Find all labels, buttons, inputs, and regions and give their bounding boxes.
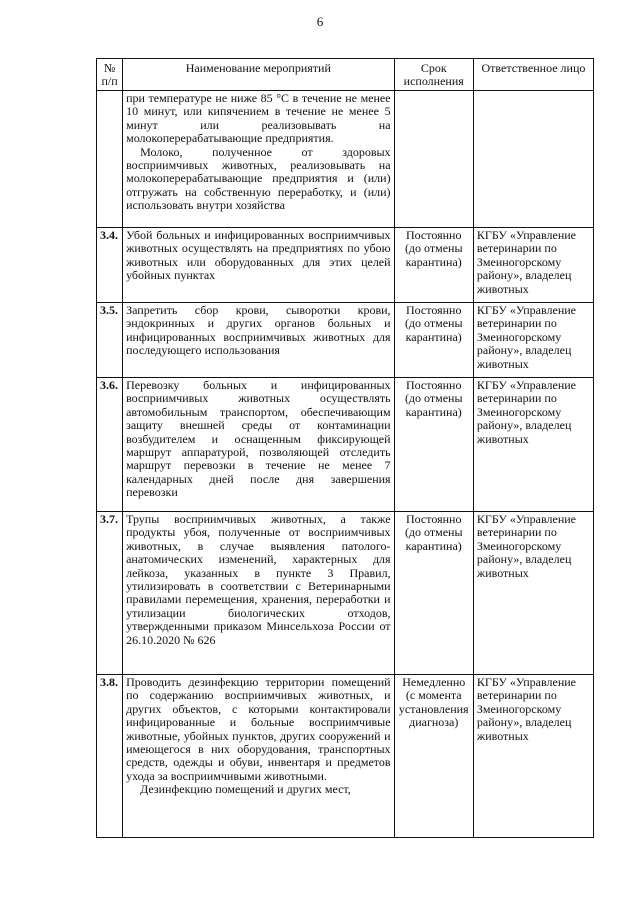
- row-term: Постоянно (до отмены карантина): [394, 378, 473, 512]
- row-term: Немедленно (с момента установления диагноза): [394, 675, 473, 838]
- row-num: 3.7.: [97, 512, 123, 675]
- row-responsible: КГБУ «Управление ветеринарии по Змеиногорскому району», владелец животных: [473, 228, 593, 303]
- row-term: Постоянно (до отмены карантина): [394, 228, 473, 303]
- continuation-paragraph: Молоко, полученное от здоровых восприимчивых животных, реализовывать на молокоперерабатывающие предприятия и (или) отгружать на собственную переработку, и (или) использовать внутри хозяйства: [126, 144, 391, 213]
- page-number: 6: [316, 14, 324, 29]
- measures-table: [96, 58, 594, 838]
- row-name-paragraph: Дезинфекцию помещений и других мест,: [140, 782, 351, 797]
- row-responsible: КГБУ «Управление ветеринарии по Змеиногорскому району», владелец животных: [473, 675, 593, 838]
- row-num: 3.4.: [97, 228, 123, 303]
- table-header-row: [97, 59, 594, 91]
- row-responsible: КГБУ «Управление ветеринарии по Змеиногорскому району», владелец животных: [473, 512, 593, 675]
- row-name: Перевозку больных и инфицированных восприимчивых животных осуществлять автомобильным транспортом, обеспечивающим защиту внешней среды от контаминации возбудителем и оснащенным фиксирующей маршрут аппаратурой, позволяющей отследить маршрут перевозки в течение не менее 7 календарных дней после дня завершения перевозки: [123, 378, 394, 512]
- row-responsible: КГБУ «Управление ветеринарии по Змеиногорскому району», владелец животных: [473, 378, 593, 512]
- row-term: Постоянно (до отмены карантина): [394, 303, 473, 378]
- row-term: Постоянно (до отмены карантина): [394, 512, 473, 675]
- header-num: № п/п: [97, 59, 123, 91]
- row-name: [123, 91, 394, 228]
- table-row: [97, 228, 594, 303]
- row-name: Запретить сбор крови, сыворотки крови, эндокринных и других органов больных и инфицированных восприимчивых животных для последующего использования: [123, 303, 394, 378]
- table-row: [97, 378, 594, 512]
- row-name: Убой больных и инфицированных восприимчивых животных осуществлять на предприятиях по убою животных или оборудованных для этих целей убойных пунктах: [123, 228, 394, 303]
- row-term: [394, 91, 473, 228]
- header-responsible: Ответственное лицо: [473, 59, 593, 91]
- row-responsible: КГБУ «Управление ветеринарии по Змеиногорскому району», владелец животных: [473, 303, 593, 378]
- header-term: Срок исполнения: [394, 59, 473, 91]
- table-row: [97, 675, 594, 838]
- continuation-paragraph: при температуре не ниже 85 °С в течение не менее 10 минут, или кипячением в течение не менее 5 минут или реализовывать на молокоперерабатывающие предприятия.: [126, 91, 391, 146]
- row-name-paragraph: Проводить дезинфекцию территории помещений по содержанию восприимчивых животных, и других объектов, с которыми контактировали инфицированные и больные восприимчивые животные, убойных пунктов, других сооружений и имеющегося в них оборудования, транспортных средств, одежды и обуви, инвентаря и предметов ухода за восприимчивыми животными.: [126, 675, 391, 783]
- table-row: [97, 303, 594, 378]
- row-num: [97, 91, 123, 228]
- row-num: 3.6.: [97, 378, 123, 512]
- row-num: 3.5.: [97, 303, 123, 378]
- header-name: Наименование мероприятий: [123, 59, 394, 91]
- row-name: [123, 675, 394, 838]
- row-responsible: [473, 91, 593, 228]
- table-row: [97, 512, 594, 675]
- row-num: 3.8.: [97, 675, 123, 838]
- row-name: Трупы восприимчивых животных, а также продукты убоя, полученные от восприимчивых животных, в случае выявления патолого-анатомических изменений, характерных для лейкоза, указанных в пункте 3 Правил, утилизировать в соответствии с Ветеринарными правилами перемещения, хранения, переработки и утилизации биологических отходов, утвержденными приказом Минсельхоза России от 26.10.2020 № 626: [123, 512, 394, 675]
- table-row-continuation: [97, 91, 594, 228]
